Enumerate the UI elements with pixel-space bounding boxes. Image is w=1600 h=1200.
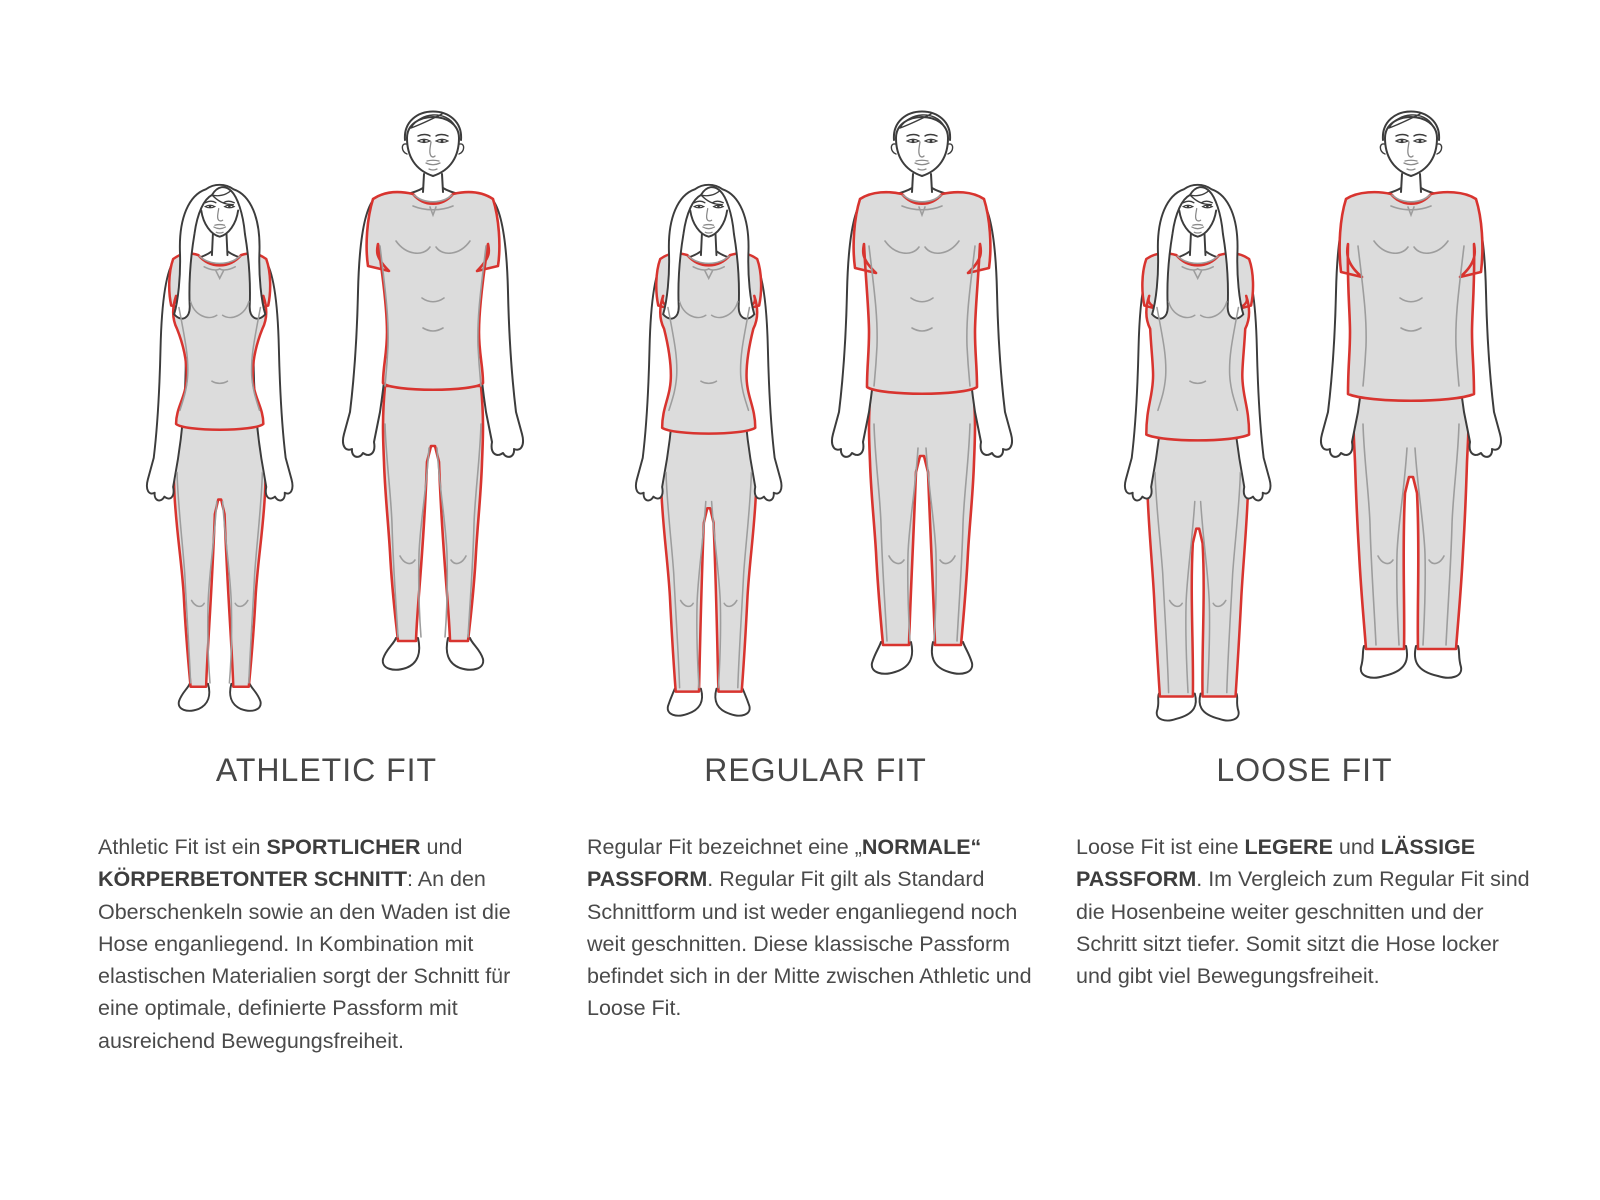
woman-pants <box>174 410 266 686</box>
fit-title-loose: LOOSE FIT <box>1216 752 1393 788</box>
fit-description-regular <box>587 831 1044 1025</box>
woman-nose <box>707 209 712 221</box>
body-text: Regular Fit bezeichnet eine „ <box>587 835 862 859</box>
fit-description-athletic <box>98 831 555 1057</box>
woman-pupil <box>209 205 212 208</box>
woman-pupil <box>1187 205 1190 208</box>
fit-description-loose <box>1076 831 1533 992</box>
man-tshirt <box>1340 192 1483 401</box>
man-figure <box>1321 112 1501 678</box>
man-pupil <box>423 140 426 143</box>
man-shoe <box>1361 646 1407 678</box>
man-shoe <box>447 638 483 670</box>
woman-figure <box>636 185 782 716</box>
column-regular <box>587 10 1044 1057</box>
man-shoe <box>872 642 912 674</box>
woman-mouth <box>1192 225 1204 233</box>
man-pupil <box>912 140 915 143</box>
man-figure <box>343 112 523 670</box>
emphasis-text: NORMALE“ PASSFORM <box>587 835 982 892</box>
man-pupil <box>1401 140 1404 143</box>
man-pupil <box>1419 140 1422 143</box>
woman-mouth <box>214 225 226 233</box>
body-text: : An den Oberschenkeln sowie an den Waden ist die Hose enganliegend. In Kombination mit elastischen Materialien sorgt der Schnitt für eine optimale, definierte Passform mit ausreichend Bewegungsfreiheit. <box>98 867 511 1053</box>
woman-pupil <box>717 205 720 208</box>
body-text: . Regular Fit gilt als Standard Schnittform und ist weder enganliegend noch weit geschnitten. Diese klassische Passform befindet sich in der Mitte zwischen Athletic und Loose Fit. <box>587 867 1032 1021</box>
column-athletic <box>98 10 555 1057</box>
figure-pair-athletic <box>85 10 555 724</box>
woman-figure <box>1125 185 1271 721</box>
woman-pupil <box>228 205 231 208</box>
woman-nose <box>1196 209 1201 221</box>
emphasis-text: LEGERE <box>1244 835 1333 859</box>
woman-mouth <box>703 225 715 233</box>
woman-figure <box>147 185 293 711</box>
fit-columns <box>98 10 1530 1057</box>
body-text: und <box>420 835 463 859</box>
body-text: Athletic Fit ist ein <box>98 835 267 859</box>
loose-fit-illustration <box>1063 10 1533 724</box>
column-loose <box>1076 10 1533 1057</box>
emphasis-text: SPORTLICHER <box>266 835 421 859</box>
man-figure <box>832 112 1012 674</box>
regular-fit-illustration <box>574 10 1044 724</box>
man-shoe <box>1415 646 1461 678</box>
emphasis-text: LÄSSIGE PASSFORM <box>1076 835 1476 892</box>
man-pupil <box>441 140 444 143</box>
man-pants <box>1353 386 1468 649</box>
figure-pair-loose <box>1063 10 1533 724</box>
man-shoe <box>383 638 419 670</box>
woman-pupil <box>698 205 701 208</box>
fit-title-athletic: ATHLETIC FIT <box>215 752 438 788</box>
body-text: . Im Vergleich zum Regular Fit sind die Hosenbeine weiter geschnitten und der Schritt sitzt tiefer. Somit sitzt die Hose locker und gibt viel Bewegungsfreiheit. <box>1076 867 1530 988</box>
emphasis-text: KÖRPERBETONTER SCHNITT <box>98 867 407 892</box>
body-text: und <box>1332 835 1381 859</box>
woman-nose <box>218 209 223 221</box>
body-text: Loose Fit ist eine <box>1076 835 1245 859</box>
woman-pants <box>661 410 757 691</box>
man-pupil <box>930 140 933 143</box>
woman-pupil <box>1206 205 1209 208</box>
fit-title-regular: REGULAR FIT <box>704 752 927 788</box>
man-shoe <box>932 642 972 674</box>
figure-pair-regular <box>574 10 1044 724</box>
man-pants <box>383 386 483 641</box>
athletic-fit-illustration <box>85 10 555 724</box>
